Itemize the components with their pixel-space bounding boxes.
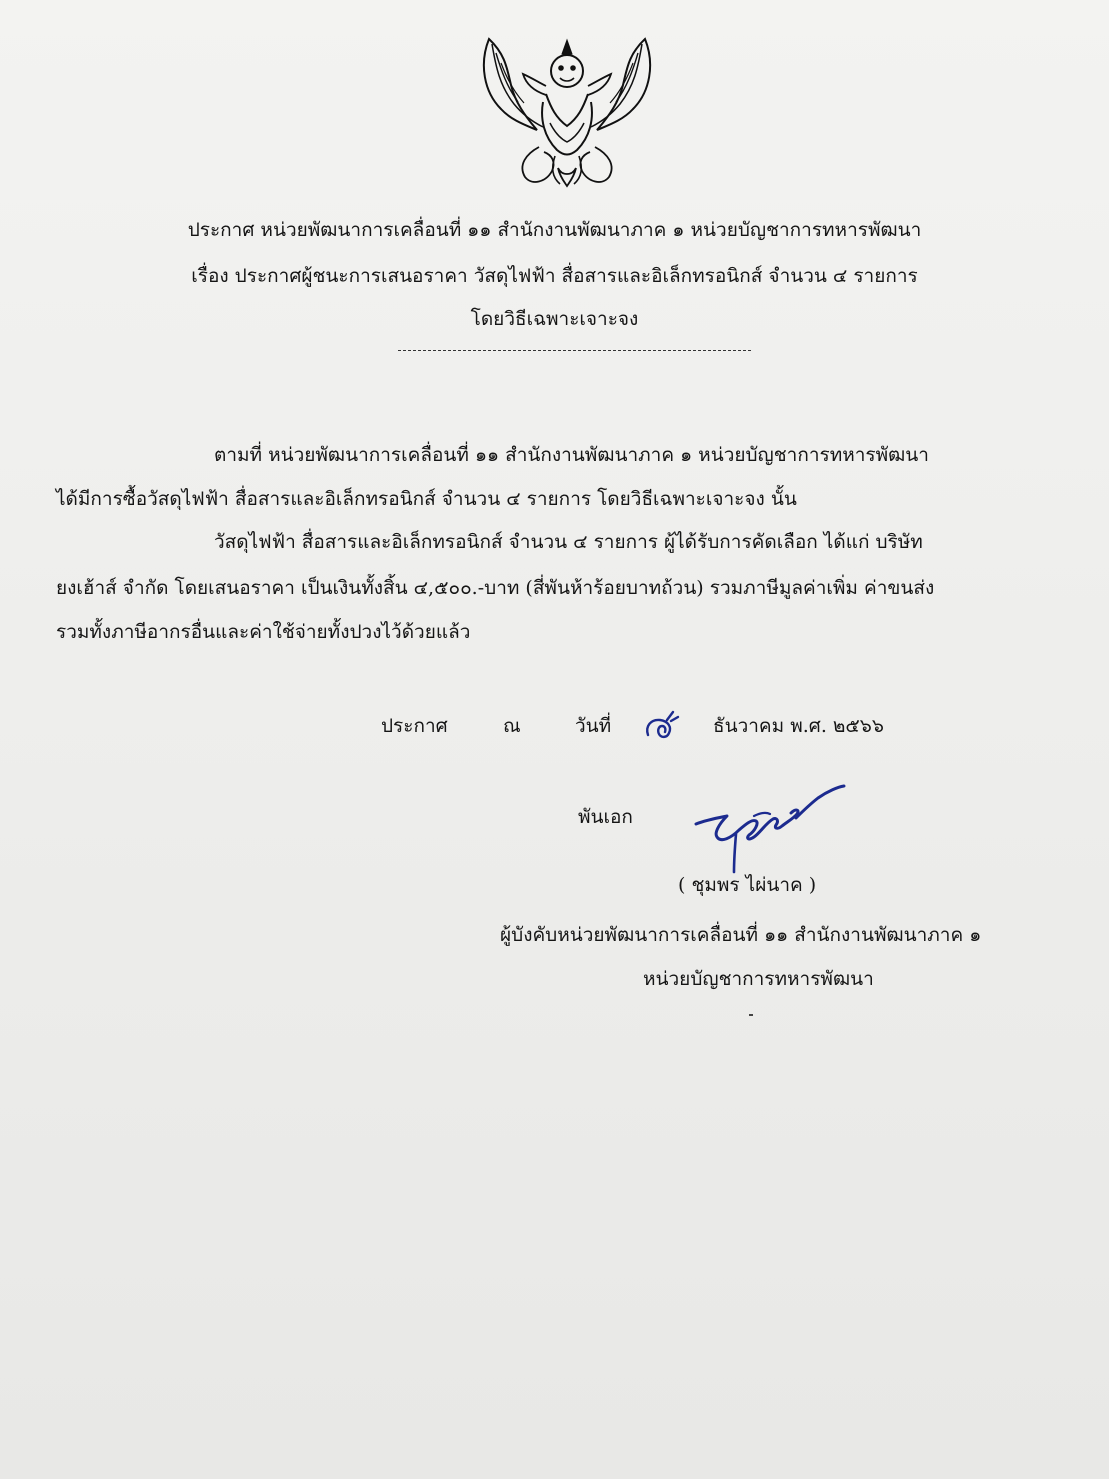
announcement-at-label: ณ [503, 715, 521, 737]
body-paragraph-1-line-2: ได้มีการซื้อวัสดุไฟฟ้า สื่อสารและอิเล็กทรอนิกส์ จำนวน ๔ รายการ โดยวิธีเฉพาะเจาะจง นั้น [56, 488, 797, 510]
announcement-subject-line: เรื่อง ประกาศผู้ชนะการเสนอราคา วัสดุไฟฟ้า สื่อสารและอิเล็กทรอนิกส์ จำนวน ๔ รายการ [191, 265, 918, 287]
announcement-prefix: ประกาศ [381, 715, 448, 737]
garuda-emblem-icon [476, 26, 658, 188]
announcement-method-line: โดยวิธีเฉพาะเจาะจง [470, 308, 639, 330]
body-paragraph-2-line-3: รวมทั้งภาษีอากรอื่นและค่าใช้จ่ายทั้งปวงไว้ด้วยแล้ว [56, 621, 471, 643]
handwritten-signature [688, 782, 853, 882]
small-mark [749, 1014, 753, 1016]
signatory-position-line-1: ผู้บังคับหน่วยพัฒนาการเคลื่อนที่ ๑๑ สำนักงานพัฒนาภาค ๑ [500, 924, 982, 946]
body-paragraph-2-line-2: ยงเฮ้าส์ จำกัด โดยเสนอราคา เป็นเงินทั้งสิ้น ๔,๕๐๐.-บาท (สี่พันห้าร้อยบาทถ้วน) รวมภาษีมูลค่าเพิ่ม ค่าขนส่ง [56, 577, 935, 599]
announcement-title-line-1: ประกาศ หน่วยพัฒนาการเคลื่อนที่ ๑๑ สำนักงานพัฒนาภาค ๑ หน่วยบัญชาการทหารพัฒนา [187, 219, 922, 241]
body-paragraph-2-line-1: วัสดุไฟฟ้า สื่อสารและอิเล็กทรอนิกส์ จำนวน ๔ รายการ ผู้ได้รับการคัดเลือก ได้แก่ บริษัท [214, 531, 923, 553]
title-divider [398, 350, 751, 351]
handwritten-day-number [638, 708, 688, 750]
announcement-month-year: ธันวาคม พ.ศ. ๒๕๖๖ [713, 715, 884, 737]
announcement-day-label: วันที่ [575, 715, 612, 737]
signatory-name: ( ชุมพร ไผ่นาค ) [678, 874, 817, 896]
signatory-rank: พันเอก [578, 806, 633, 828]
body-paragraph-1-line-1: ตามที่ หน่วยพัฒนาการเคลื่อนที่ ๑๑ สำนักงานพัฒนาภาค ๑ หน่วยบัญชาการทหารพัฒนา [214, 444, 929, 466]
signatory-position-line-2: หน่วยบัญชาการทหารพัฒนา [643, 968, 874, 990]
